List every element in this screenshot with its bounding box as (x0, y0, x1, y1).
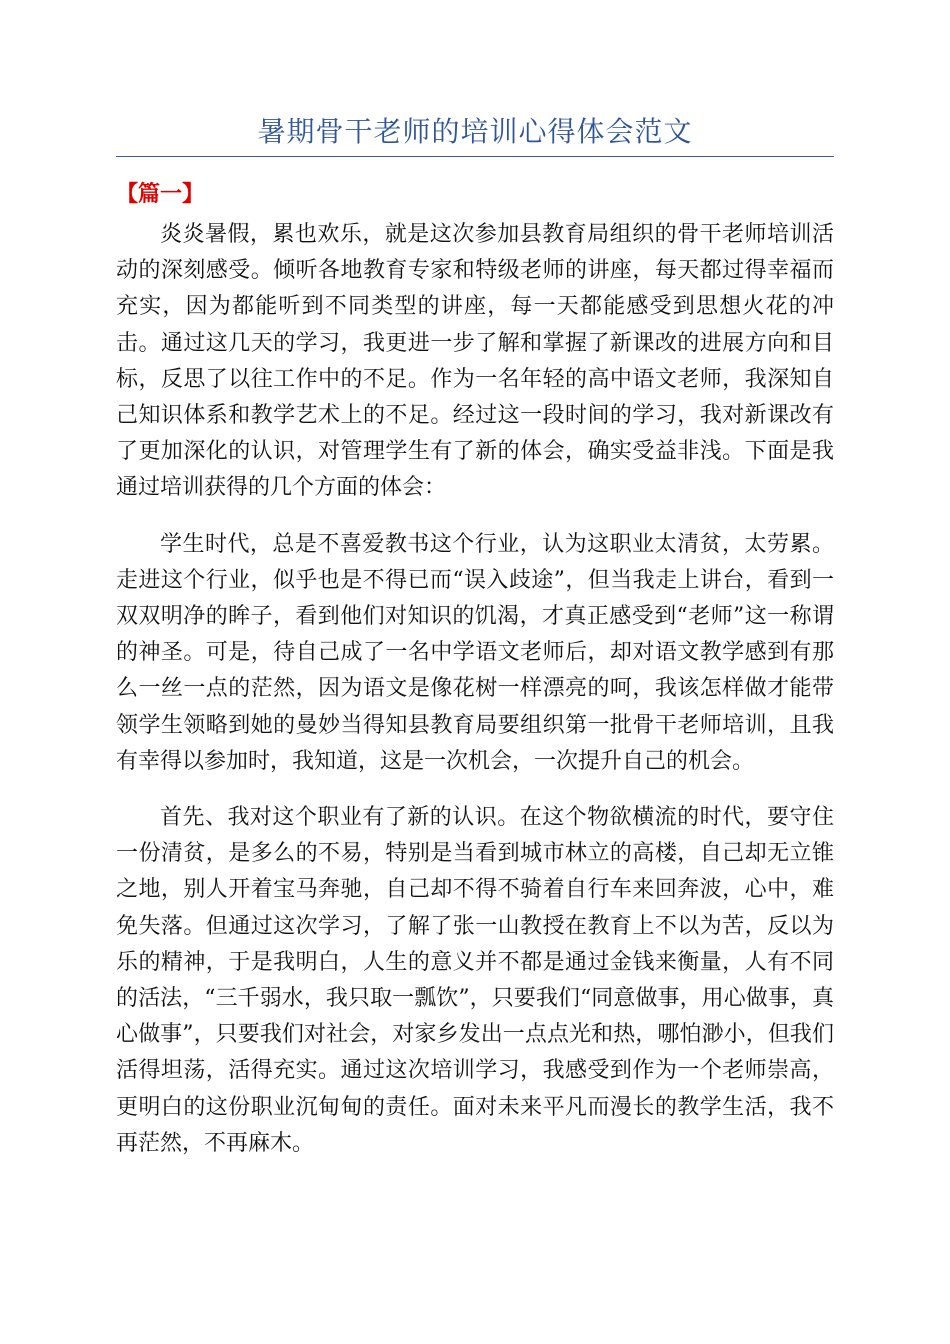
title-block (116, 112, 834, 157)
section-heading: 【篇一】 (116, 182, 205, 207)
paragraph-3: 首先、我对这个职业有了新的认识。在这个物欲横流的时代，要守住一份清贫，是多么的不易，特别是当看到城市林立的高楼，自己却无立锥之地，别人开着宝马奔驰，自己却不得不骑着自行车来回奔波，心中，难免失落。但通过这次学习，了解了张一山教授在教育上不以为苦，反以为乐的精神，于是我明白，人生的意义并不都是通过金钱来衡量，人有不同的活法，“三千弱水，我只取一瓢饮”，只要我们“同意做事，用心做事，真心做事”，只要我们对社会，对家乡发出一点点光和热，哪怕渺小，但我们活得坦荡，活得充实。通过这次培训学习，我感受到作为一个老师崇高，更明白的这份职业沉甸甸的责任。面对未来平凡而漫长的教学生活，我不再茫然，不再麻木。 (116, 805, 834, 1156)
paragraph-2: 学生时代，总是不喜爱教书这个行业，认为这职业太清贫，太劳累。走进这个行业，似乎也是不得已而“误入歧途”，但当我走上讲台，看到一双双明净的眸子，看到他们对知识的饥渴，才真正感受到“老师”这一称谓的神圣。可是，待自己成了一名中学语文老师后，却对语文教学感到有那么一丝一点的茫然，因为语文是像花树一样漂亮的呵，我该怎样做才能带领学生领略到她的曼妙当得知县教育局要组织第一批骨干老师培训，且我有幸得以参加时，我知道，这是一次机会，一次提升自己的机会。 (116, 531, 834, 774)
body-text (116, 217, 834, 1182)
page-title: 暑期骨干老师的培训心得体会范文 (257, 115, 693, 148)
paragraph-1: 炎炎暑假，累也欢乐，就是这次参加县教育局组织的骨干老师培训活动的深刻感受。倾听各地教育专家和特级老师的讲座，每天都过得幸福而充实，因为都能听到不同类型的讲座，每一天都能感受到思想火花的冲击。通过这几天的学习，我更进一步了解和掌握了新课改的进展方向和目标，反思了以往工作中的不足。作为一名年轻的高中语文老师，我深知自己知识体系和教学艺术上的不足。经过这一段时间的学习，我对新课改有了更加深化的认识，对管理学生有了新的体会，确实受益非浅。下面是我通过培训获得的几个方面的体会： (116, 222, 834, 501)
